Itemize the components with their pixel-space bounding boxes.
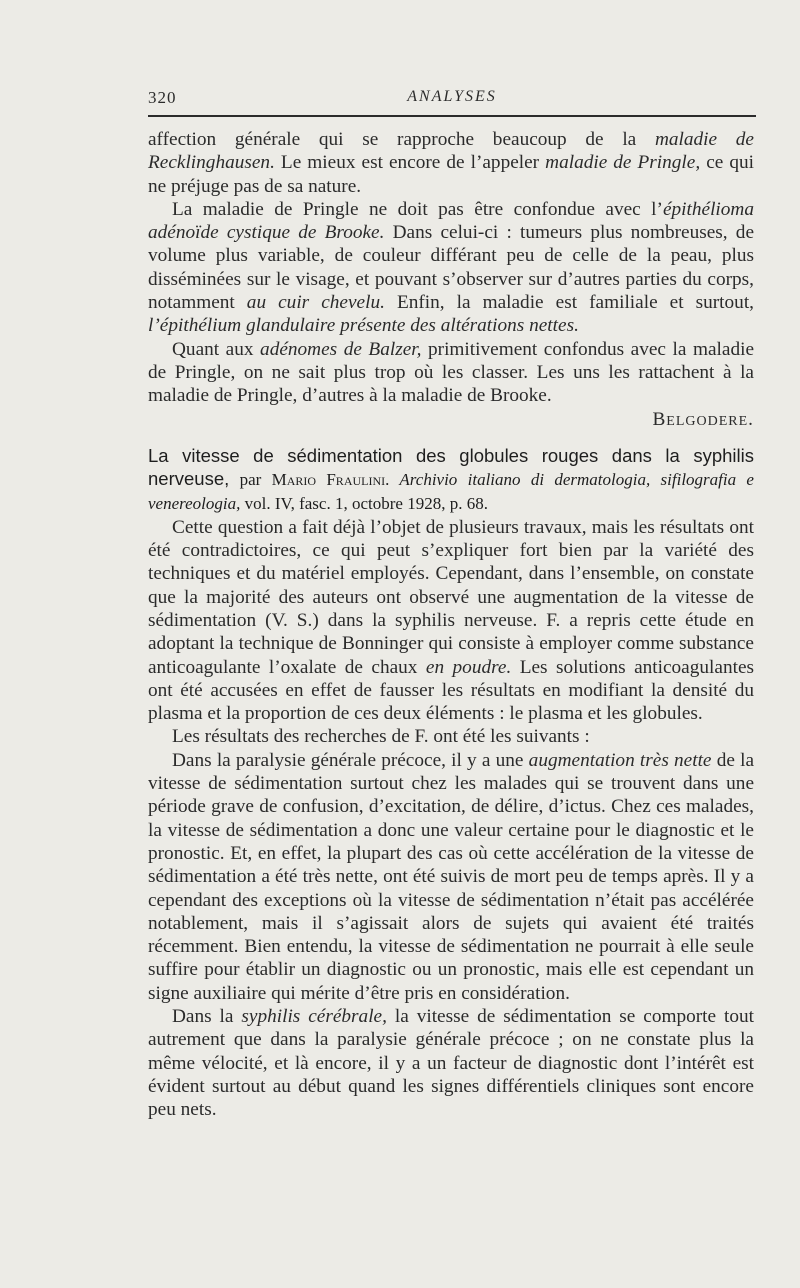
paragraph-6 (148, 749, 754, 1005)
text-run: La maladie de Pringle ne doit pas être confondue avec l’ (172, 198, 663, 220)
text-run: Les solutions anticoagulantes ont été accusées en effet de fausser les résultats en modifiant la densité du plasma et la proportion de ces deux éléments : le plasma et les globules. (148, 656, 754, 725)
italic-run: syphilis cérébrale, (241, 1005, 387, 1027)
text-run: primitivement confondus avec la maladie de Pringle, on ne sait plus trop où les classer. Les uns les rattachent à la maladie de Pringle, d’autres à la maladie de Brooke. (148, 338, 755, 407)
italic-run: maladie de Pringle, (545, 152, 701, 174)
paragraph-3 (148, 338, 754, 408)
paragraph-2 (148, 198, 754, 338)
signature: Belgodere. (652, 408, 754, 430)
italic-run: maladie de Recklinghausen. (148, 129, 754, 174)
paragraph-5: Les résultats des recherches de F. ont été les suivants : (172, 726, 590, 748)
text-run: Le mieux est encore de l’appeler (274, 152, 546, 174)
text-run: Dans la paralysie générale précoce, il y a une (172, 749, 529, 771)
body-text (148, 128, 754, 1121)
text-run: Dans celui-ci : tumeurs plus nombreuses, de volume plus variable, de couleur différant peu de celle de la peau, plus disséminées sur le visage, et pouvant s’observer sur d’autres parties du corps, notamment (148, 222, 754, 314)
italic-run: augmentation très nette (528, 749, 712, 771)
running-head: ANALYSES (407, 88, 497, 105)
italic-run: en poudre. (425, 656, 512, 678)
text-run: de la vitesse de sédimentation surtout chez les malades qui se trouvent dans une période grave de confusion, d’excitation, de délire, d’ictus. Chez ces malades, la vitesse de sédimentation a donc une valeur certaine pour le diagnostic et le pronostic. Et, en effet, la plupart des cas où cette accélération de la vitesse de sédimentation a été très nette, ont été suivis de mort peu de temps après. Il y a cependant des exceptions où la vitesse de sédimentation n’était pas accélérée notablement, mais il s’agissait alors de sujets qui avaient été traités récemment. Bien entendu, la vitesse de sédimentation ne pourrait à elle seule suffire pour établir un diagnostic ou un pronostic, mais elle est cependant un signe auxiliaire qui mérite d’être pris en considération. (148, 749, 754, 1004)
paragraph-7 (148, 1005, 754, 1121)
article-journal: Archivio italiano di dermatologia, sifilografia e venereologia, (148, 470, 754, 514)
page-number: 320 (148, 88, 177, 107)
article-title: La vitesse de sédimentation des globules rouges dans la syphilis nerveuse, (148, 444, 754, 490)
article-reference: vol. IV, fasc. 1, octobre 1928, p. 68. (240, 494, 488, 514)
text-run: Dans la (172, 1005, 242, 1027)
text-run: Enfin, la maladie est familiale et surtout, (384, 292, 755, 314)
italic-run: l’épithélium glandulaire présente des altérations nettes. (148, 315, 579, 337)
italic-run: adénomes de Balzer, (260, 338, 422, 360)
text-run: ce qui ne préjuge pas de sa nature. (148, 152, 754, 197)
article-author: Mario Fraulini. (271, 470, 390, 490)
text-run: la vitesse de sédimentation se comporte tout autrement que dans la paralysie générale précoce ; on ne constate plus la même vélocité, et là encore, il y a un facteur de diagnostic dont l’intérêt est évident surtout au début quand les signes différentiels cliniques sont encore peu nets. (148, 1005, 755, 1121)
paragraph-4 (148, 516, 754, 726)
text-run: Cette question a fait déjà l’objet de plusieurs travaux, mais les résultats ont été contradictoires, ce qui peut s’expliquer fort bien par la variété des techniques et du matériel employés. Cependant, dans l’ensemble, on constate que la majorité des auteurs ont observé une augmentation de la vitesse de sédimentation (V. S.) dans la syphilis nerveuse. F. a repris cette étude en adoptant la technique de Bonninger qui consiste à employer comme substance anticoagulante l’oxalate de chaux (148, 516, 754, 678)
italic-run: épithélioma adénoïde cystique de Brooke. (148, 198, 754, 244)
article-par: par (229, 470, 272, 490)
paragraph-1 (148, 128, 754, 198)
header-rule (148, 115, 756, 117)
article-heading (148, 444, 754, 516)
text-run: Quant aux (172, 338, 261, 360)
text-run: affection générale qui se rapproche beaucoup de la (148, 129, 655, 150)
italic-run: au cuir chevelu. (246, 292, 385, 314)
page-header (148, 86, 756, 112)
